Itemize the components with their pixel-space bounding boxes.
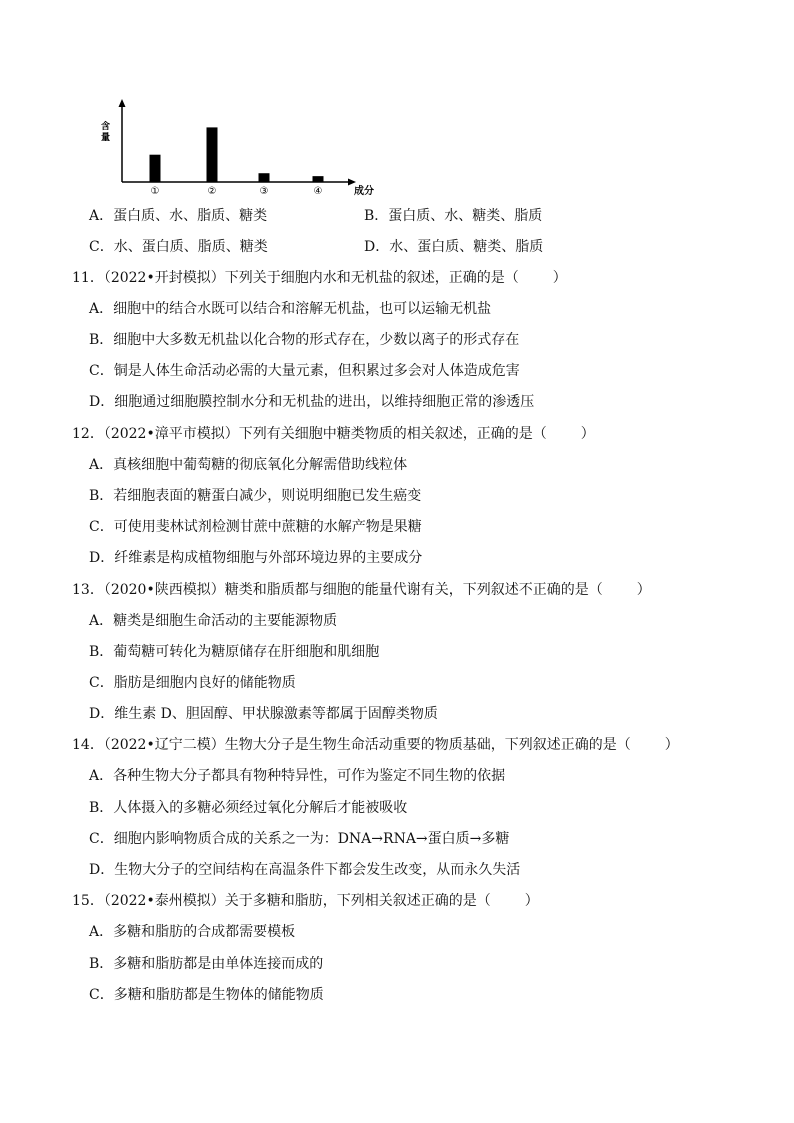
x-tick-label-1: ① <box>150 186 160 197</box>
q12-option-a[interactable]: A．真核细胞中葡萄糖的彻底氧化分解需借助线粒体 <box>89 457 408 473</box>
q10-option-d[interactable]: D．水、蛋白质、糖类、脂质 <box>364 239 544 255</box>
q13-option-b[interactable]: B．葡萄糖可转化为糖原储存在肝细胞和肌细胞 <box>89 644 380 660</box>
chart-bars <box>150 127 324 182</box>
y-axis-label-1: 含 <box>101 122 111 132</box>
q12-option-d[interactable]: D．纤维素是构成植物细胞与外部环境边界的主要成分 <box>89 550 423 566</box>
q15-option-a[interactable]: A．多糖和脂肪的合成都需要模板 <box>89 924 296 940</box>
q11-option-c[interactable]: C．铜是人体生命活动必需的大量元素，但积累过多会对人体造成危害 <box>89 363 520 379</box>
q10-option-a[interactable]: A．蛋白质、水、脂质、糖类 <box>89 208 268 224</box>
y-axis-arrow <box>119 99 126 107</box>
q14-option-c[interactable]: C．细胞内影响物质合成的关系之一为：DNA→RNA→蛋白质→多糖 <box>89 831 510 847</box>
q13-stem <box>72 580 651 600</box>
bar-chart <box>96 96 396 200</box>
q13-option-c[interactable]: C．脂肪是细胞内良好的储能物质 <box>89 675 296 691</box>
x-tick-label-3: ③ <box>259 186 269 197</box>
q10-option-c[interactable]: C．水、蛋白质、脂质、糖类 <box>89 239 268 255</box>
bar-2 <box>207 127 218 182</box>
q10-option-b[interactable]: B．蛋白质、水、糖类、脂质 <box>364 208 543 224</box>
chart-tick-labels <box>151 186 323 197</box>
q14-stem-text: 14．（2022•辽宁二模）生物大分子是生物生命活动重要的物质基础，下列叙述正确的是（ <box>72 737 631 753</box>
q12-option-b[interactable]: B．若细胞表面的糖蛋白减少，则说明细胞已发生癌变 <box>89 488 422 504</box>
q14-option-a[interactable]: A．各种生物大分子都具有物种特异性，可作为鉴定不同生物的依据 <box>89 768 506 784</box>
q12-stem-text: 12．（2022•漳平市模拟）下列有关细胞中糖类物质的相关叙述，正确的是（ <box>72 426 547 442</box>
q15-option-c[interactable]: C．多糖和脂肪都是生物体的储能物质 <box>89 987 324 1003</box>
bar-1 <box>150 155 161 182</box>
x-tick-label-2: ② <box>207 186 217 197</box>
bar-3 <box>259 173 270 182</box>
y-axis-label-2: 量 <box>101 133 111 143</box>
q11-stem-text: 11．（2022•开封模拟）下列关于细胞内水和无机盐的叙述，正确的是（ <box>72 270 519 286</box>
x-tick-label-4: ④ <box>313 186 323 197</box>
q15-stem-text: 15．（2022•泰州模拟）关于多糖和脂肪，下列相关叙述正确的是（ <box>72 893 491 909</box>
q13-stem-text: 13．（2020•陕西模拟）糖类和脂质都与细胞的能量代谢有关，下列叙述不正确的是（ <box>72 582 603 598</box>
q12-stem <box>72 424 595 444</box>
q12-stem-close: ） <box>580 426 595 442</box>
q14-stem <box>72 735 679 755</box>
q14-option-d[interactable]: D．生物大分子的空间结构在高温条件下都会发生改变，从而永久失活 <box>89 862 521 878</box>
q11-stem-close: ） <box>552 270 567 286</box>
q11-stem <box>72 268 567 288</box>
q11-option-a[interactable]: A．细胞中的结合水既可以结合和溶解无机盐，也可以运输无机盐 <box>89 301 492 317</box>
q14-option-b[interactable]: B．人体摄入的多糖必须经过氧化分解后才能被吸收 <box>89 800 408 816</box>
q15-stem-close: ） <box>524 893 539 909</box>
q13-option-d[interactable]: D．维生素 D、胆固醇、甲状腺激素等都属于固醇类物质 <box>89 706 438 722</box>
q13-stem-close: ） <box>636 582 651 598</box>
x-axis-arrow <box>348 179 356 186</box>
q11-option-b[interactable]: B．细胞中大多数无机盐以化合物的形式存在，少数以离子的形式存在 <box>89 332 520 348</box>
q12-option-c[interactable]: C．可使用斐林试剂检测甘蔗中蔗糖的水解产物是果糖 <box>89 519 422 535</box>
q11-option-d[interactable]: D．细胞通过细胞膜控制水分和无机盐的进出，以维持细胞正常的渗透压 <box>89 394 535 410</box>
x-axis-label: 成分 <box>354 186 374 197</box>
q15-stem <box>72 891 539 911</box>
q14-stem-close: ） <box>664 737 679 753</box>
q15-option-b[interactable]: B．多糖和脂肪都是由单体连接而成的 <box>89 956 324 972</box>
q13-option-a[interactable]: A．糖类是细胞生命活动的主要能源物质 <box>89 613 338 629</box>
bar-4 <box>313 176 324 182</box>
